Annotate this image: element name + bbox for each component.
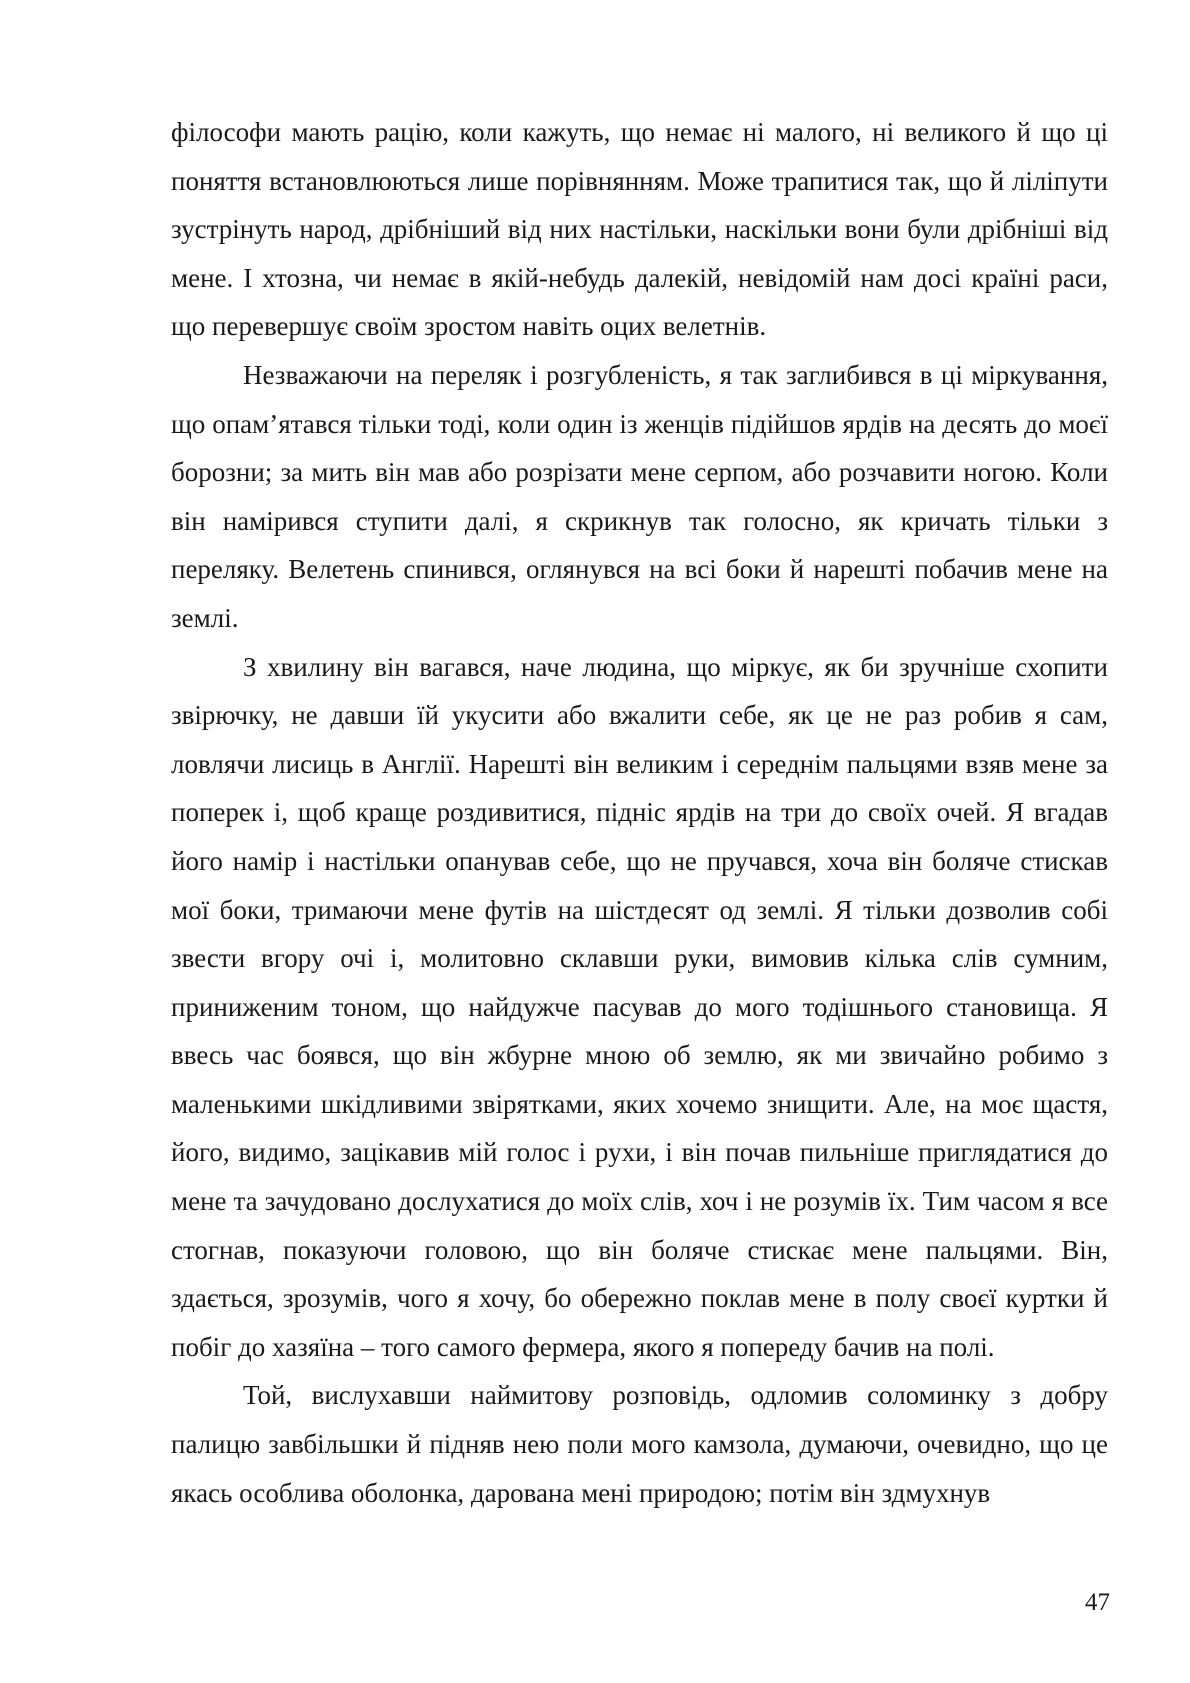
paragraph-1: філософи мають рацію, коли кажуть, що немає ні малого, ні великого й що ці поняття встановлюються лише порівнянням. Може трапитися так, що й ліліпути зустрінуть народ, дрібніший від них настільки, наскільки вони були дрібніші від мене. І хтозна, чи немає в якій-небудь далекій, невідомій нам досі країні раси, що перевершує своїм зростом навіть оцих велетнів. bbox=[171, 117, 1108, 342]
body-text bbox=[171, 108, 1108, 1517]
paragraph-4: Той, вислухавши наймитову розповідь, одломив соломинку з добру палицю завбільшки й підняв нею поли мого камзола, думаючи, очевидно, що це якась особлива оболонка, дарована мені природою; потім він здмухнув bbox=[171, 1380, 1108, 1508]
paragraph-2: Незважаючи на переляк і розгубленість, я так заглибився в ці міркування, що опам’ятався тільки тоді, коли один із женців підійшов ярдів на десять до моєї борозни; за мить він мав або розрізати мене серпом, або розчавити ногою. Коли він намірився ступити далі, я скрикнув так голосно, як кричать тільки з переляку. Велетень спинився, оглянувся на всі боки й нарешті побачив мене на землі. bbox=[171, 359, 1108, 633]
paragraph-3: З хвилину він вагався, наче людина, що міркує, як би зручніше схопити звірючку, не давши їй укусити або вжалити себе, як це не раз робив я сам, ловлячи лисиць в Англії. Нарешті він великим і середнім пальцями взяв мене за поперек і, щоб краще роздивитися, підніс ярдів на три до своїх очей. Я вгадав його намір і настільки опанував себе, що не пручався, хоча він боляче стискав мої боки, тримаючи мене футів на шістдесят од землі. Я тільки дозволив собі звести вгору очі і, молитовно склавши руки, вимовив кілька слів сумним, приниженим тоном, що найдужче пасував до мого тодішнього становища. Я ввесь час боявся, що він жбурне мною об землю, як ми звичайно робимо з маленькими шкідливими звірятками, яких хочемо знищити. Але, на моє щастя, його, видимо, зацікавив мій голос і рухи, і він почав пильніше приглядатися до мене та зачудовано дослухатися до моїх слів, хоч і не розумів їх. Тим часом я все стогнав, показуючи головою, що він боляче стискає мене пальцями. Він, здається, зрозумів, чого я хочу, бо обережно поклав мене в полу своєї куртки й побіг до хазяїна – того самого фермера, якого я попереду бачив на полі. bbox=[171, 651, 1108, 1362]
page-number: 47 bbox=[1085, 1589, 1110, 1616]
